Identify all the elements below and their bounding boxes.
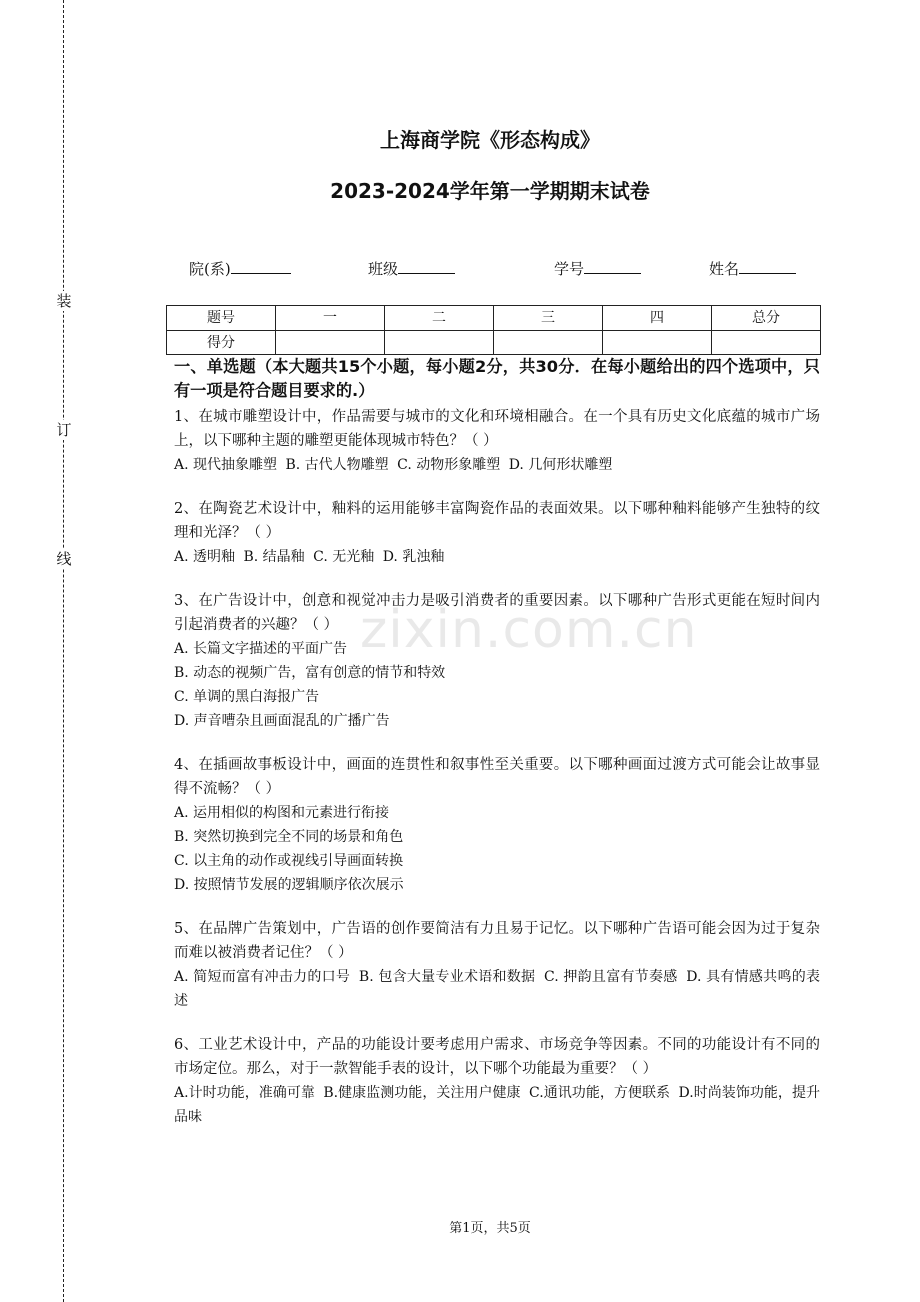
question-6: [174, 1033, 820, 1129]
option-a[interactable]: A.计时功能，准确可靠: [174, 1085, 315, 1101]
exam-title-term: 2023-2024学年第一学期期末试卷: [330, 179, 650, 203]
score-cell[interactable]: [494, 331, 603, 355]
option-c[interactable]: C.通讯功能，方便联系: [529, 1085, 671, 1101]
score-table: [166, 305, 821, 355]
option-a[interactable]: A. 简短而富有冲击力的口号: [174, 969, 351, 985]
exam-title-course: 上海商学院《形态构成》: [380, 128, 600, 152]
department-field[interactable]: [189, 258, 291, 279]
score-cell[interactable]: [603, 331, 712, 355]
name-label: 姓名: [709, 260, 740, 278]
binding-char-xian: 线: [56, 550, 72, 568]
option-d[interactable]: D. 几何形状雕塑: [508, 457, 613, 473]
name-field[interactable]: [709, 258, 796, 279]
score-table-score-row: [167, 331, 821, 355]
department-label: 院(系): [189, 260, 231, 278]
option-b[interactable]: B. 突然切换到完全不同的场景和角色: [174, 829, 404, 845]
question-options: [174, 1081, 820, 1129]
question-stem: 4、在插画故事板设计中，画面的连贯性和叙事性至关重要。以下哪种画面过渡方式可能会让故事显得不流畅？（ ）: [174, 757, 820, 797]
option-c[interactable]: C. 以主角的动作或视线引导画面转换: [174, 853, 404, 869]
score-header-cell: 三: [494, 306, 603, 331]
question-1: [174, 405, 820, 477]
student-id-field[interactable]: [554, 258, 641, 279]
section-heading: 一、单选题（本大题共15个小题，每小题2分，共30分．在每小题给出的四个选项中，只有一项是符合题目要求的.）: [174, 357, 820, 400]
question-stem: 1、在城市雕塑设计中，作品需要与城市的文化和环境相融合。在一个具有历史文化底蕴的城市广场上，以下哪种主题的雕塑更能体现城市特色？（ ）: [174, 409, 820, 449]
question-options: [174, 545, 820, 569]
student-info-row: [0, 258, 920, 280]
question-stem: 2、在陶瓷艺术设计中，釉料的运用能够丰富陶瓷作品的表面效果。以下哪种釉料能够产生独特的纹理和光泽？（ ）: [174, 501, 820, 541]
watermark: zixin.com.cn: [360, 600, 698, 660]
score-header-cell: 题号: [167, 306, 276, 331]
student-id-blank[interactable]: [584, 259, 641, 274]
question-3: [174, 589, 820, 733]
option-c[interactable]: C. 无光釉: [313, 549, 375, 565]
option-d[interactable]: D. 具有情感共鸣的表述: [174, 969, 820, 1009]
score-header-cell: 二: [385, 306, 494, 331]
page-footer: 第1页，共5页: [449, 1221, 531, 1236]
option-a[interactable]: A. 运用相似的构图和元素进行衔接: [174, 805, 390, 821]
option-b[interactable]: B. 结晶釉: [243, 549, 305, 565]
score-row-label: 得分: [167, 331, 276, 355]
question-stem: 6、工业艺术设计中，产品的功能设计要考虑用户需求、市场竞争等因素。不同的功能设计有不同的市场定位。那么，对于一款智能手表的设计，以下哪个功能最为重要？（ ）: [174, 1037, 820, 1077]
score-cell[interactable]: [276, 331, 385, 355]
option-a[interactable]: A. 长篇文字描述的平面广告: [174, 641, 348, 657]
question-options: [174, 453, 820, 477]
question-stem: 5、在品牌广告策划中，广告语的创作要简洁有力且易于记忆。以下哪种广告语可能会因为过于复杂而难以被消费者记住？（ ）: [174, 921, 820, 961]
option-c[interactable]: C. 押韵且富有节奏感: [544, 969, 678, 985]
class-label: 班级: [368, 260, 399, 278]
option-d[interactable]: D. 乳浊釉: [382, 549, 445, 565]
department-blank[interactable]: [231, 259, 291, 274]
score-header-cell: 一: [276, 306, 385, 331]
score-header-cell: 总分: [712, 306, 821, 331]
question-4: [174, 753, 820, 897]
class-field[interactable]: [368, 258, 455, 279]
option-d[interactable]: D. 声音嘈杂且画面混乱的广播广告: [174, 713, 390, 729]
option-a[interactable]: A. 现代抽象雕塑: [174, 457, 278, 473]
class-blank[interactable]: [398, 259, 455, 274]
score-table-header-row: [167, 306, 821, 331]
option-d[interactable]: D. 按照情节发展的逻辑顺序依次展示: [174, 877, 404, 893]
question-stem: 3、在广告设计中，创意和视觉冲击力是吸引消费者的重要因素。以下哪种广告形式更能在短时间内引起消费者的兴趣？（ ）: [174, 593, 820, 633]
binding-char-zhuang: 装: [56, 292, 72, 310]
option-a[interactable]: A. 透明釉: [174, 549, 236, 565]
student-id-label: 学号: [554, 260, 585, 278]
option-c[interactable]: C. 单调的黑白海报广告: [174, 689, 320, 705]
score-header-cell: 四: [603, 306, 712, 331]
exam-content: [174, 355, 820, 1149]
option-b[interactable]: B.健康监测功能，关注用户健康: [323, 1085, 521, 1101]
question-5: [174, 917, 820, 1013]
binding-char-ding: 订: [56, 421, 72, 439]
option-b[interactable]: B. 古代人物雕塑: [285, 457, 389, 473]
score-cell[interactable]: [712, 331, 821, 355]
option-b[interactable]: B. 包含大量专业术语和数据: [358, 969, 536, 985]
option-b[interactable]: B. 动态的视频广告，富有创意的情节和特效: [174, 665, 446, 681]
question-options: [174, 965, 820, 1013]
option-c[interactable]: C. 动物形象雕塑: [397, 457, 501, 473]
score-cell[interactable]: [385, 331, 494, 355]
question-2: [174, 497, 820, 569]
name-blank[interactable]: [739, 259, 796, 274]
option-d[interactable]: D.时尚装饰功能，提升品味: [174, 1085, 820, 1125]
